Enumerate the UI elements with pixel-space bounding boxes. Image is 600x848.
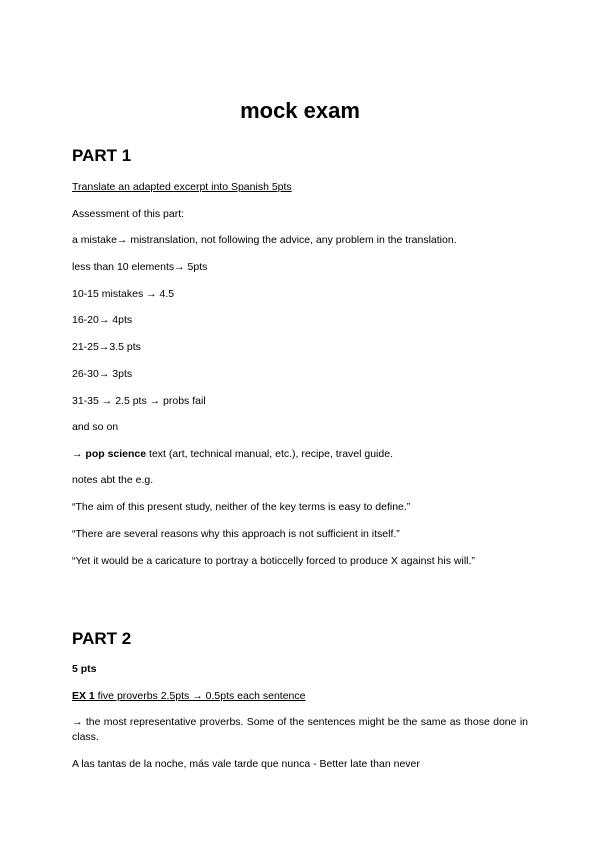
scale-6-wrap <box>72 420 528 434</box>
notes-wrap <box>72 473 528 487</box>
scale-1-wrap <box>72 287 528 301</box>
ex1-line <box>72 689 528 703</box>
proverb-wrap <box>72 757 528 771</box>
scale-item: 10-15 mistakes → 4.5 <box>72 288 175 300</box>
part1-task-wrap <box>72 180 528 194</box>
scale-item: 21-25→3.5 pts <box>72 341 141 353</box>
quote: “The aim of this present study, neither of the key terms is easy to define.” <box>72 501 411 513</box>
ex1-wrap <box>72 689 528 703</box>
mistake-definition: a mistake→ mistranslation, not following the advice, any problem in the translation. <box>72 234 457 246</box>
part1-heading: PART 1 <box>72 146 132 165</box>
part2-points: 5 pts <box>72 663 97 675</box>
scale-0-wrap <box>72 260 528 274</box>
scale-5-wrap <box>72 394 528 408</box>
part2-points-wrap <box>72 662 528 676</box>
ex1-rest: five proverbs 2.5pts → 0.5pts each sentence <box>94 690 306 702</box>
part1-heading-wrap <box>72 145 528 167</box>
scale-4-wrap <box>72 367 528 381</box>
quote-0-wrap <box>72 500 528 514</box>
quote: “Yet it would be a caricature to portray a boticcelly forced to produce X against his will.” <box>72 555 475 567</box>
pop-science-bold: pop science <box>85 448 147 460</box>
part2-heading-wrap <box>72 628 528 650</box>
part2-heading: PART 2 <box>72 629 132 648</box>
scale-3-wrap <box>72 340 528 354</box>
representative-text: → the most representative proverbs. Some of the sentences might be the same as those done in class. <box>72 716 528 743</box>
ex1-bold: EX 1 <box>72 690 95 702</box>
quote-1-wrap <box>72 527 528 541</box>
scale-item: less than 10 elements→ 5pts <box>72 261 208 273</box>
pop-science-rest: text (art, technical manual, etc.), recipe, travel guide. <box>146 448 393 460</box>
pop-arrow: → <box>72 448 86 460</box>
quote: “There are several reasons why this approach is not sufficient in itself.” <box>72 528 400 540</box>
representative-wrap <box>72 715 528 745</box>
proverb-1: A las tantas de la noche, más vale tarde que nunca - Better late than never <box>72 758 420 770</box>
pop-science-line <box>72 447 528 461</box>
scale-2-wrap <box>72 313 528 327</box>
mistake-def-wrap <box>72 233 528 247</box>
scale-item: and so on <box>72 421 119 433</box>
scale-item: 16-20→ 4pts <box>72 314 133 326</box>
assessment-wrap <box>72 207 528 221</box>
quote-2-wrap <box>72 554 528 568</box>
part1-task: Translate an adapted excerpt into Spanish 5pts <box>72 181 292 193</box>
scale-item: 31-35 → 2.5 pts → probs fail <box>72 395 206 407</box>
assessment-label: Assessment of this part: <box>72 208 185 220</box>
scale-item: 26-30→ 3pts <box>72 368 133 380</box>
document-title: mock exam <box>240 98 360 123</box>
pop-science-wrap <box>72 447 528 461</box>
notes-label: notes abt the e.g. <box>72 474 154 486</box>
